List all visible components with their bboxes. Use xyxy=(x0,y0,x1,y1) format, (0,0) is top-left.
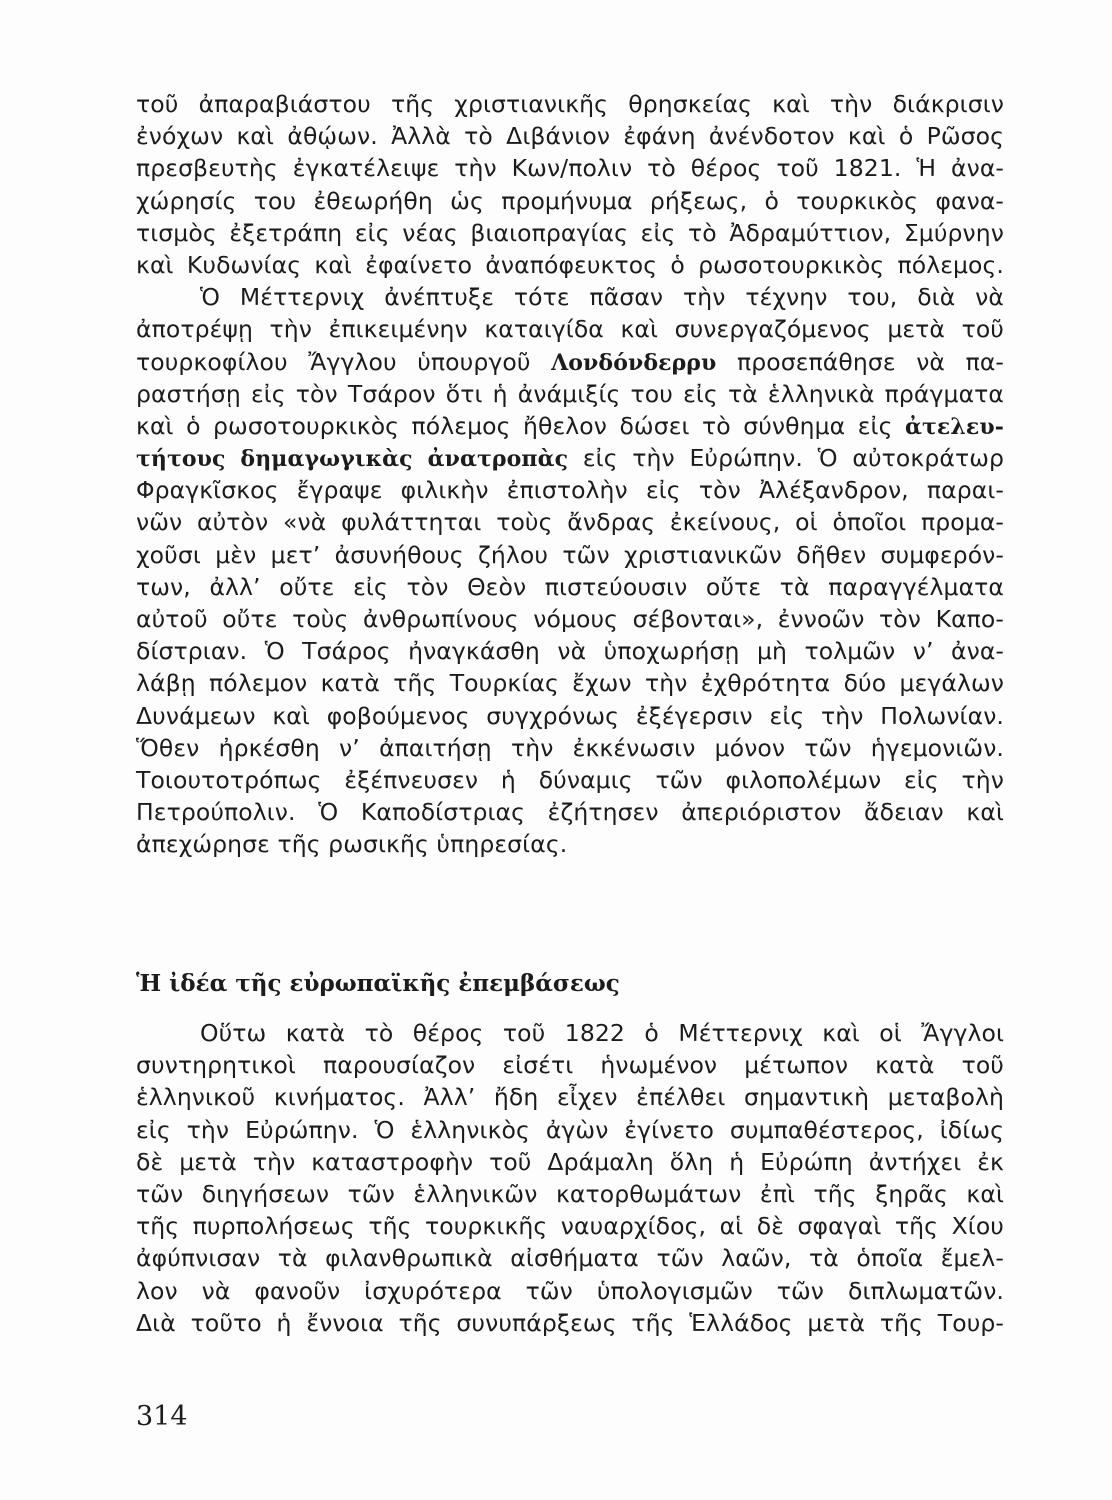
paragraph-first-line: Οὕτω κατὰ τὸ θέρος τοῦ 1822 ὁ Μέττερνιχ καὶ οἱ Ἄγγλοι xyxy=(200,1019,1004,1047)
bold-name: Λονδόνδερρυ xyxy=(551,349,717,376)
text-segment: τουρκοφίλου Ἄγγλου ὑπουργοῦ xyxy=(136,347,552,376)
bold-phrase: τήτους δημαγωγικὰς ἀνατροπὰς xyxy=(136,446,569,473)
text-line xyxy=(136,410,1004,442)
text-line: Πετρούπολιν. Ὁ Καποδίστριας ἐζήτησεν ἀπεριόριστον ἄδειαν καὶ xyxy=(136,798,1004,827)
text-line xyxy=(136,346,1004,378)
bold-phrase: ἀτελευ- xyxy=(904,413,1004,440)
text-line: τῆς πυρπολήσεως τῆς τουρκικῆς ναυαρχίδος, αἱ δὲ σφαγαὶ τῆς Χίου xyxy=(136,1212,1004,1241)
text-line: δίστριαν. Ὁ Τσάρος ἠναγκάσθη νὰ ὑποχωρήσῃ μὴ τολμῶν ν’ ἀνα- xyxy=(136,637,1004,666)
body-text xyxy=(136,1017,1004,1339)
text-line: τισμὸς ἐξετράπη εἰς νέας βιαιοπραγίας εἰς τὸ Ἀδραμύττιον, Σμύρνην xyxy=(136,218,1004,247)
text-line: νῶν αὐτὸν «νὰ φυλάττηται τοὺς ἄνδρας ἐκείνους, οἱ ὁποῖοι προμα- xyxy=(136,508,1004,537)
section-heading: Ἡ ἰδέα τῆς εὐρωπαϊκῆς ἐπεμβάσεως xyxy=(136,970,620,997)
text-line: ραστήσῃ εἰς τὸν Τσάρον ὅτι ἡ ἀνάμιξίς του εἰς τὰ ἑλληνικὰ πράγματα xyxy=(136,379,1004,408)
text-line: Δυνάμεων καὶ φοβούμενος συγχρόνως ἐξέγερσιν εἰς τὴν Πολωνίαν. xyxy=(136,701,1004,730)
text-line: των, ἀλλ’ οὔτε εἰς τὸν Θεὸν πιστεύουσιν οὔτε τὰ παραγγέλματα xyxy=(136,572,1004,601)
text-line: τῶν διηγήσεων τῶν ἑλληνικῶν κατορθωμάτων ἐπὶ τῆς ξηρᾶς καὶ xyxy=(136,1179,1004,1208)
text-line: ἀπεχώρησε τῆς ρωσικῆς ὑπηρεσίας. xyxy=(136,830,568,859)
text-line: δὲ μετὰ τὴν καταστροφὴν τοῦ Δράμαλη ὅλη ἡ Εὐρώπη ἀντήχει ἐκ xyxy=(136,1147,1004,1176)
text-line: ἀποτρέψῃ τὴν ἐπικειμένην καταιγίδα καὶ συνεργαζόμενος μετὰ τοῦ xyxy=(136,315,1004,344)
body-text xyxy=(136,88,1004,861)
text-line: ἐνόχων καὶ ἀθῴων. Ἀλλὰ τὸ Διβάνιον ἐφάνη ἀνένδοτον καὶ ὁ Ρῶσος xyxy=(136,122,1004,151)
text-line xyxy=(136,442,1004,474)
text-line: αὐτοῦ οὔτε τοὺς ἀνθρωπίνους νόμους σέβονται», ἐννοῶν τὸν Καπο- xyxy=(136,605,1004,633)
text-line: χώρησίς του ἐθεωρήθη ὡς προμήνυμα ρήξεως, ὁ τουρκικὸς φανα- xyxy=(136,186,1004,215)
text-segment: εἰς τὴν Εὐρώπην. Ὁ αὐτοκράτωρ xyxy=(568,444,1004,473)
text-line: ἀφύπνισαν τὰ φιλανθρωπικὰ αἰσθήματα τῶν λαῶν, τὰ ὁποῖα ἔμελ- xyxy=(136,1244,1004,1273)
text-line: συντηρητικοὶ παρουσίαζον εἰσέτι ἡνωμένον μέτωπον κατὰ τοῦ xyxy=(136,1051,1004,1080)
text-line: λάβῃ πόλεμον κατὰ τῆς Τουρκίας ἔχων τὴν ἐχθρότητα δύο μεγάλων xyxy=(136,669,1004,698)
text-line: λον νὰ φανοῦν ἰσχυρότερα τῶν ὑπολογισμῶν τῶν διπλωματῶν. xyxy=(136,1276,1004,1305)
paragraph-first-line: Ὁ Μέττερνιχ ἀνέπτυξε τότε πᾶσαν τὴν τέχνην του, διὰ νὰ xyxy=(200,283,1004,312)
text-line: πρεσβευτὴς ἐγκατέλειψε τὴν Κων/πολιν τὸ θέρος τοῦ 1821. Ἡ ἀνα- xyxy=(136,154,1004,183)
text-line: τοῦ ἀπαραβιάστου τῆς χριστιανικῆς θρησκείας καὶ τὴν διάκρισιν xyxy=(136,90,1004,118)
text-line: Φραγκῖσκος ἔγραψε φιλικὴν ἐπιστολὴν εἰς τὸν Ἀλέξανδρον, παραι- xyxy=(136,476,1004,505)
text-line: Τοιουτοτρόπως ἐξέπνευσεν ἡ δύναμις τῶν φιλοπολέμων εἰς τὴν xyxy=(136,765,1004,794)
text-segment: προσεπάθησε νὰ πα- xyxy=(716,347,1004,376)
text-line: ἑλληνικοῦ κινήματος. Ἀλλ’ ἤδη εἶχεν ἐπέλθει σημαντικὴ μεταβολὴ xyxy=(136,1083,1004,1112)
text-line: Διὰ τοῦτο ἡ ἔννοια τῆς συνυπάρξεως τῆς Ἑλλάδος μετὰ τῆς Τουρ- xyxy=(136,1308,1004,1337)
text-line: χοῦσι μὲν μετ’ ἀσυνήθους ζήλου τῶν χριστιανικῶν δῆθεν συμφερόν- xyxy=(136,540,1004,569)
text-line: εἰς τὴν Εὐρώπην. Ὁ ἑλληνικὸς ἀγὼν ἐγίνετο συμπαθέστερος, ἰδίως xyxy=(136,1115,1004,1144)
page-number: 314 xyxy=(136,1401,188,1432)
text-segment: καὶ ὁ ρωσοτουρκικὸς πόλεμος ἤθελον δώσει τὸ σύνθημα εἰς xyxy=(136,411,905,440)
text-line: Ὅθεν ἠρκέσθη ν’ ἀπαιτήσῃ τὴν ἐκκένωσιν μόνον τῶν ἡγεμονιῶν. xyxy=(136,733,1004,762)
text-line: καὶ Κυδωνίας καὶ ἐφαίνετο ἀναπόφευκτος ὁ ρωσοτουρκικὸς πόλεμος. xyxy=(136,250,1004,279)
